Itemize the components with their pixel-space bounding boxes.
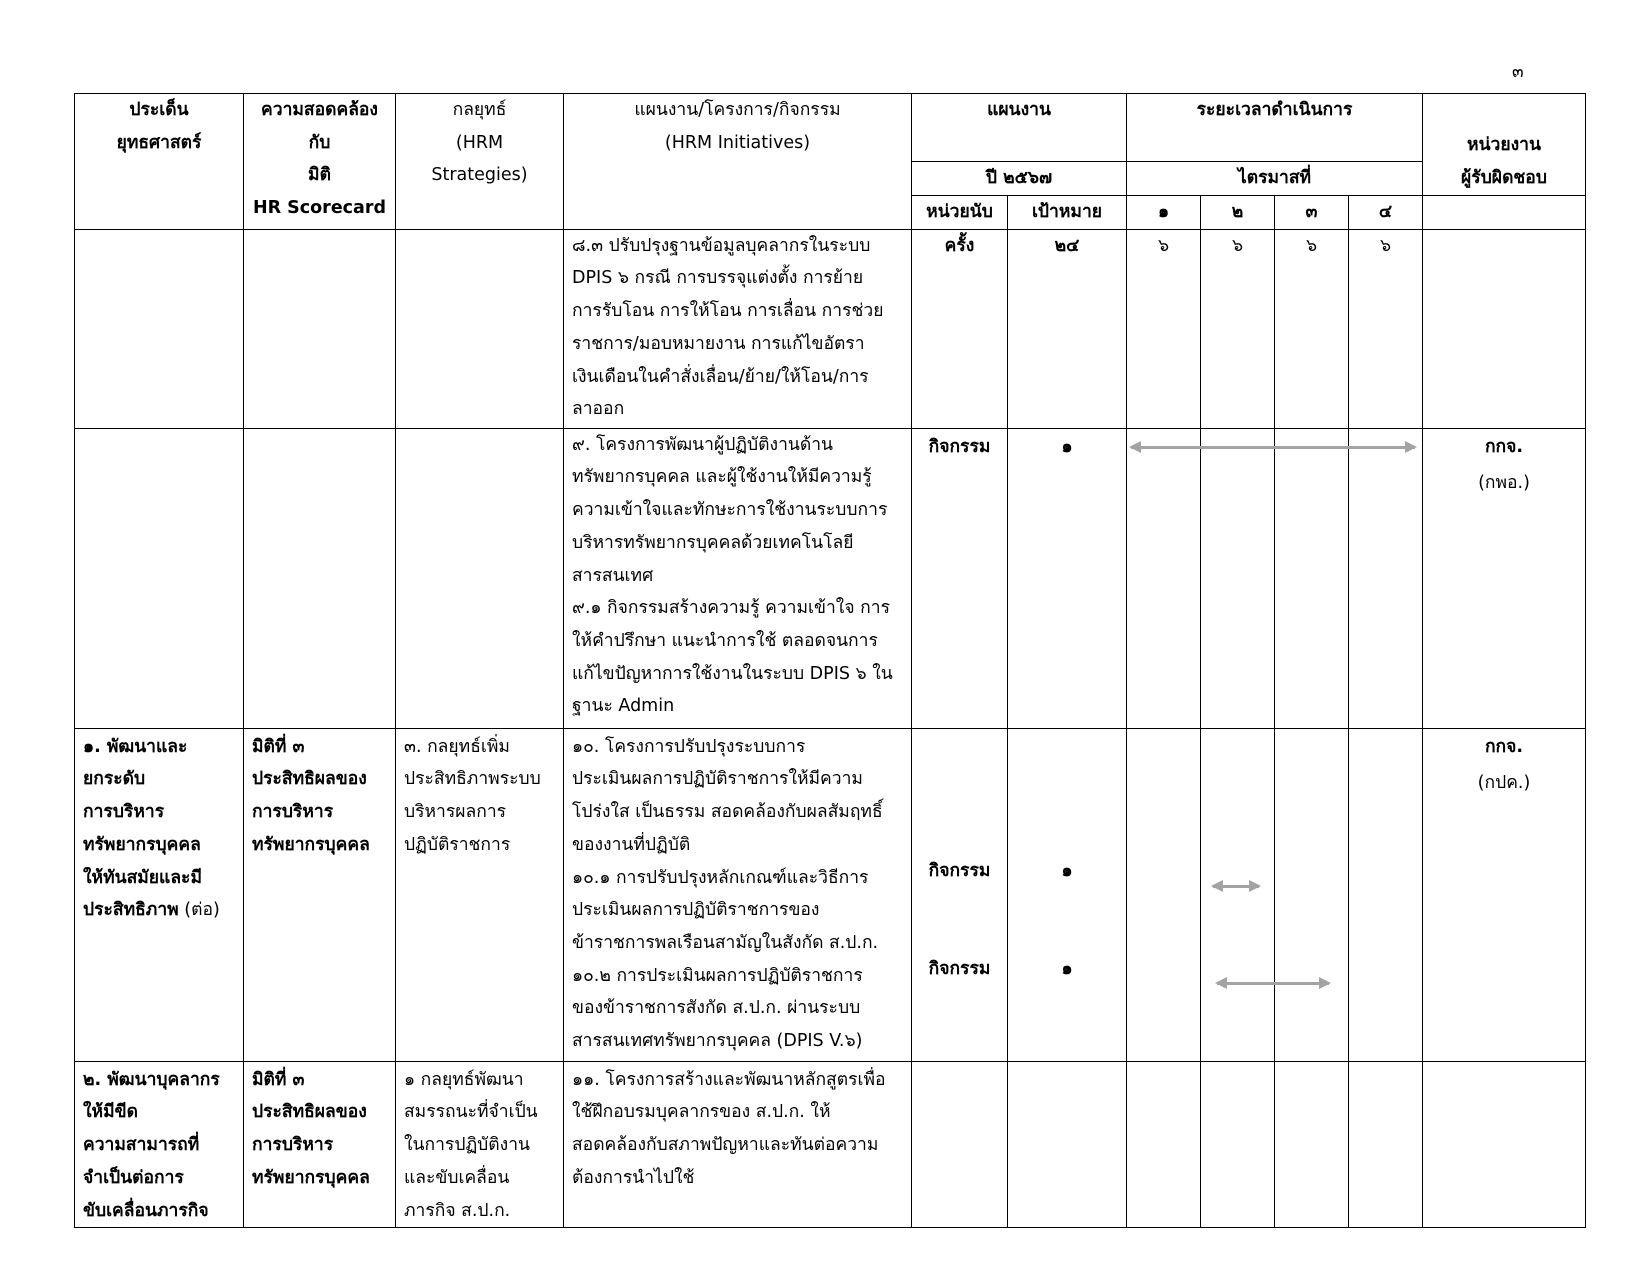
q4-cell: ๖ bbox=[1349, 229, 1423, 428]
q2-cell bbox=[1201, 1061, 1275, 1228]
strategy-cell: ๓. กลยุทธ์เพิ่ม ประสิทธิภาพระบบ บริหารผลการ ปฏิบัติราชการ bbox=[396, 728, 564, 1061]
issue-cell bbox=[75, 428, 244, 728]
target-cell bbox=[1008, 1061, 1127, 1228]
q4-cell bbox=[1349, 428, 1423, 728]
header-q3: ๓ bbox=[1275, 195, 1349, 229]
q4-cell bbox=[1349, 1061, 1423, 1228]
responsible-subunit: (กพอ.) bbox=[1478, 473, 1530, 494]
header-unit: หน่วยนับ bbox=[912, 195, 1008, 229]
target-cell: ๑ bbox=[1008, 428, 1127, 728]
alignment-cell bbox=[244, 428, 396, 728]
unit-cell bbox=[912, 728, 1008, 1061]
header-blank bbox=[1423, 195, 1586, 229]
q3-cell: ๖ bbox=[1275, 229, 1349, 428]
responsible-cell bbox=[1423, 229, 1586, 428]
q3-cell bbox=[1275, 728, 1349, 1061]
plan-cell: ๑๐. โครงการปรับปรุงระบบการ ประเมินผลการปฏิบัติราชการให้มีความ โปร่งใส เป็นธรรม สอดคล้องกับผลสัมฤทธิ์ ของงานที่ปฏิบัติ ๑๐.๑ การปรับปรุงหลักเกณฑ์และวิธีการ ประเมินผลการปฏิบัติราชการของ ข้าราชการพลเรือนสามัญในสังกัด ส.ป.ก. ๑๐.๒ การประเมินผลการปฏิบัติราชการ ของข้าราชการสังกัด ส.ป.ก. ผ่านระบบ สารสนเทศทรัพยากรบุคคล (DPIS V.๖) bbox=[564, 728, 912, 1061]
responsible-cell bbox=[1423, 1061, 1586, 1228]
responsible-cell bbox=[1423, 728, 1586, 1061]
plan-cell: ๙. โครงการพัฒนาผู้ปฏิบัติงานด้าน ทรัพยากรบุคคล และผู้ใช้งานให้มีความรู้ ความเข้าใจและทักษะการใช้งานระบบการ บริหารทรัพยากรบุคคลด้วยเทคโนโลยี สารสนเทศ ๙.๑ กิจกรรมสร้างความรู้ ความเข้าใจ การ ให้คำปรึกษา แนะนำการใช้ ตลอดจนการ แก้ไขปัญหาการใช้งานในระบบ DPIS ๖ ใน ฐานะ Admin bbox=[564, 428, 912, 728]
plan-cell: ๘.๓ ปรับปรุงฐานข้อมูลบุคลากรในระบบ DPIS ๖ กรณี การบรรจุแต่งตั้ง การย้าย การรับโอน การให้โอน การเลื่อน การช่วย ราชการ/มอบหมายงาน การแก้ไขอัตรา เงินเดือนในคำสั่งเลื่อน/ย้าย/ให้โอน/การ ลาออก bbox=[564, 229, 912, 428]
header-target: เป้าหมาย bbox=[1008, 195, 1127, 229]
q1-cell bbox=[1127, 428, 1201, 728]
unit-cell bbox=[912, 1061, 1008, 1228]
responsible-unit: กกจ. bbox=[1484, 736, 1524, 757]
header-q4: ๔ bbox=[1349, 195, 1423, 229]
strategy-cell bbox=[396, 229, 564, 428]
sub-unit: กิจกรรม bbox=[928, 959, 991, 980]
header-q2: ๒ bbox=[1201, 195, 1275, 229]
q2-cell bbox=[1201, 728, 1275, 1061]
issue-continued: (ต่อ) bbox=[178, 900, 220, 921]
timeline-arrow bbox=[1131, 446, 1415, 449]
header-alignment: ความสอดคล้อง กับ มิติ HR Scorecard bbox=[244, 94, 396, 230]
strategy-cell: ๑ กลยุทธ์พัฒนา สมรรถนะที่จำเป็น ในการปฏิบัติงาน และขับเคลื่อน ภารกิจ ส.ป.ก. bbox=[396, 1061, 564, 1228]
header-plan: แผนงาน/โครงการ/กิจกรรม (HRM Initiatives) bbox=[564, 94, 912, 230]
timeline-arrow bbox=[1217, 982, 1329, 985]
q4-cell bbox=[1349, 728, 1423, 1061]
table-row bbox=[75, 428, 1586, 728]
header-quarter: ไตรมาสที่ bbox=[1127, 162, 1423, 196]
plan-cell: ๑๑. โครงการสร้างและพัฒนาหลักสูตรเพื่อ ใช้ฝึกอบรมบุคลากรของ ส.ป.ก. ให้ สอดคล้องกับสภาพปัญหาและทันต่อความ ต้องการนำไปใช้ bbox=[564, 1061, 912, 1228]
responsible-unit: กกจ. bbox=[1484, 436, 1524, 457]
q1-cell bbox=[1127, 728, 1201, 1061]
unit-cell: ครั้ง bbox=[912, 229, 1008, 428]
header-workplan: แผนงาน bbox=[912, 94, 1127, 162]
header-q1: ๑ bbox=[1127, 195, 1201, 229]
table-row bbox=[75, 229, 1586, 428]
header-strategy: กลยุทธ์ (HRM Strategies) bbox=[396, 94, 564, 230]
target-cell bbox=[1008, 728, 1127, 1061]
q3-cell bbox=[1275, 1061, 1349, 1228]
header-issue: ประเด็น ยุทธศาสตร์ bbox=[75, 94, 244, 230]
hr-plan-table bbox=[74, 93, 1586, 1228]
q1-cell bbox=[1127, 1061, 1201, 1228]
responsible-subunit: (กปค.) bbox=[1477, 773, 1531, 794]
q2-cell bbox=[1201, 428, 1275, 728]
timeline-arrow bbox=[1213, 885, 1259, 888]
q1-cell: ๖ bbox=[1127, 229, 1201, 428]
alignment-cell bbox=[244, 229, 396, 428]
issue-cell bbox=[75, 728, 244, 1061]
target-cell: ๒๔ bbox=[1008, 229, 1127, 428]
header-responsible-unit: หน่วยงาน ผู้รับผิดชอบ bbox=[1423, 94, 1586, 196]
sub-target: ๑ bbox=[1061, 959, 1073, 980]
table-row bbox=[75, 1061, 1586, 1228]
header-timeline: ระยะเวลาดำเนินการ bbox=[1127, 94, 1423, 162]
responsible-cell bbox=[1423, 428, 1586, 728]
page-number: ๓ bbox=[1512, 62, 1524, 82]
q2-cell: ๖ bbox=[1201, 229, 1275, 428]
issue-text: ๑. พัฒนาและ ยกระดับ การบริหาร ทรัพยากรบุคคล ให้ทันสมัยและมี ประสิทธิภาพ bbox=[83, 736, 202, 921]
issue-cell bbox=[75, 229, 244, 428]
q3-cell bbox=[1275, 428, 1349, 728]
sub-unit: กิจกรรม bbox=[928, 860, 991, 881]
header-year: ปี ๒๕๖๗ bbox=[912, 162, 1127, 196]
sub-target: ๑ bbox=[1061, 860, 1073, 881]
issue-cell: ๒. พัฒนาบุคลากร ให้มีขีด ความสามารถที่ จำเป็นต่อการ ขับเคลื่อนภารกิจ bbox=[75, 1061, 244, 1228]
table-row bbox=[75, 728, 1586, 1061]
alignment-cell: มิติที่ ๓ ประสิทธิผลของ การบริหาร ทรัพยากรบุคคล bbox=[244, 1061, 396, 1228]
strategy-cell bbox=[396, 428, 564, 728]
alignment-cell: มิติที่ ๓ ประสิทธิผลของ การบริหาร ทรัพยากรบุคคล bbox=[244, 728, 396, 1061]
unit-cell: กิจกรรม bbox=[912, 428, 1008, 728]
